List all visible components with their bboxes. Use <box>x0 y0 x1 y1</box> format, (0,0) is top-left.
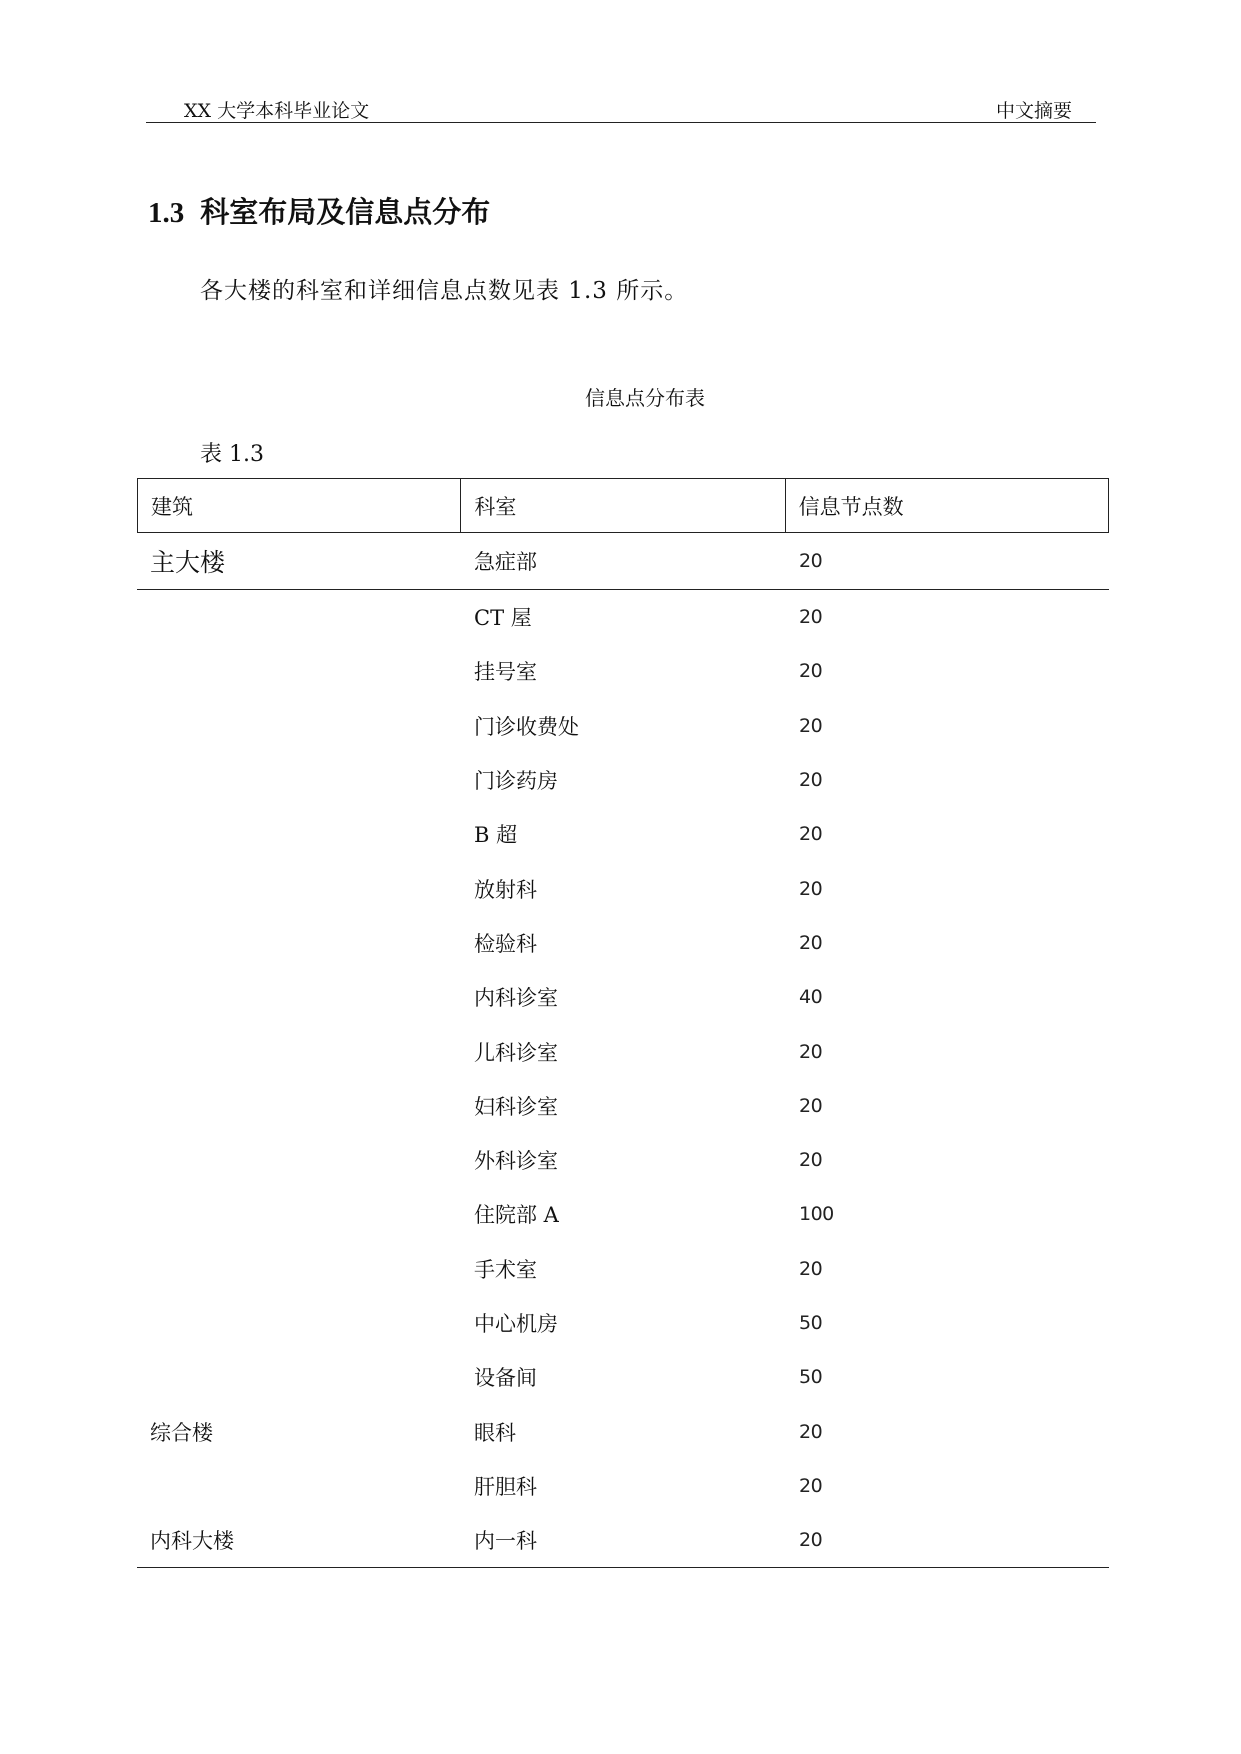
cell-node-count: 20 <box>799 1529 823 1552</box>
cell-node-count: 20 <box>799 769 823 792</box>
cell-node-count: 20 <box>799 877 823 900</box>
cell-department: 手术室 <box>474 1257 537 1282</box>
table-row <box>137 1513 1109 1567</box>
info-point-table <box>137 478 1109 1568</box>
cell-department: 设备间 <box>474 1366 537 1391</box>
table-row <box>137 699 1109 753</box>
body-paragraph: 各大楼的科室和详细信息点数见表 1.3 所示。 <box>200 278 689 304</box>
table-header-row <box>137 478 1109 533</box>
cell-building <box>137 1242 461 1296</box>
cell-department: 眼科 <box>474 1420 516 1445</box>
column-header-building: 建筑 <box>138 479 461 532</box>
table-body <box>137 590 1109 1568</box>
table-row <box>137 1024 1109 1078</box>
table-row <box>137 1242 1109 1296</box>
cell-department: 妇科诊室 <box>474 1094 558 1119</box>
table-row <box>137 861 1109 915</box>
cell-department: 儿科诊室 <box>474 1040 558 1065</box>
cell-department: 门诊药房 <box>474 769 558 794</box>
cell-node-count: 100 <box>799 1203 834 1226</box>
table-row <box>137 753 1109 807</box>
table-row <box>137 970 1109 1024</box>
cell-building <box>137 1459 461 1513</box>
cell-department: 内一科 <box>474 1529 537 1554</box>
cell-building <box>137 861 461 915</box>
cell-department: 肝胆科 <box>474 1474 537 1499</box>
cell-department: 放射科 <box>474 877 537 902</box>
cell-node-count: 20 <box>799 1094 823 1117</box>
cell-node-count: 20 <box>799 1149 823 1172</box>
table-row <box>137 916 1109 970</box>
cell-building <box>137 699 461 753</box>
cell-node-count: 20 <box>799 931 823 954</box>
header-chapter-name: 中文摘要 <box>995 100 1072 122</box>
column-header-node-count: 信息节点数 <box>798 494 904 519</box>
cell-department: 检验科 <box>474 931 537 956</box>
cell-department: 挂号室 <box>474 660 537 685</box>
table-row <box>137 1079 1109 1133</box>
cell-department: 内科诊室 <box>474 986 558 1011</box>
page-header <box>146 92 1096 123</box>
cell-node-count: 20 <box>799 550 823 572</box>
section-number: 1.3 <box>148 197 185 229</box>
table-row <box>137 807 1109 861</box>
table-row <box>137 590 1109 644</box>
cell-node-count: 20 <box>799 660 823 683</box>
cell-department: 外科诊室 <box>474 1149 558 1174</box>
table-row <box>137 1404 1109 1458</box>
cell-building <box>137 1024 461 1078</box>
cell-building <box>137 1133 461 1187</box>
cell-building <box>137 1187 461 1241</box>
cell-department: 住院部 A <box>474 1203 559 1228</box>
cell-building: 综合楼 <box>150 1420 213 1445</box>
cell-node-count: 50 <box>799 1366 823 1389</box>
section-heading <box>148 190 490 231</box>
cell-building <box>137 753 461 807</box>
cell-node-count: 20 <box>799 1040 823 1063</box>
table-row <box>137 1296 1109 1350</box>
cell-building <box>137 1079 461 1133</box>
table-row <box>137 533 1109 590</box>
cell-building: 内科大楼 <box>150 1529 234 1554</box>
table-label: 表 1.3 <box>200 442 264 467</box>
cell-building <box>137 970 461 1024</box>
cell-department: 中心机房 <box>474 1312 558 1336</box>
cell-department: 门诊收费处 <box>474 714 579 739</box>
cell-department: B 超 <box>474 823 518 848</box>
table-row <box>137 1133 1109 1187</box>
cell-node-count: 20 <box>799 714 823 737</box>
table-row <box>137 644 1109 698</box>
cell-node-count: 40 <box>799 986 823 1009</box>
cell-building <box>137 644 461 698</box>
cell-department: 急症部 <box>474 550 537 574</box>
table-row <box>137 1187 1109 1241</box>
table-row <box>137 1350 1109 1404</box>
cell-department: CT 屋 <box>474 606 532 631</box>
section-title-text: 科室布局及信息点分布 <box>200 195 491 229</box>
cell-building <box>137 590 461 644</box>
cell-node-count: 20 <box>799 1474 823 1497</box>
cell-node-count: 20 <box>799 823 823 846</box>
cell-node-count: 20 <box>799 1257 823 1280</box>
header-thesis-title: XX 大学本科毕业论文 <box>184 100 370 122</box>
cell-building: 主大楼 <box>150 548 226 577</box>
cell-node-count: 50 <box>799 1312 823 1334</box>
cell-building <box>137 916 461 970</box>
column-header-department: 科室 <box>461 479 785 532</box>
table-row <box>137 1459 1109 1513</box>
cell-building <box>137 1296 461 1350</box>
cell-node-count: 20 <box>799 606 823 629</box>
cell-building <box>137 1350 461 1404</box>
table-caption: 信息点分布表 <box>585 386 705 410</box>
cell-node-count: 20 <box>799 1420 823 1443</box>
cell-building <box>137 807 461 861</box>
